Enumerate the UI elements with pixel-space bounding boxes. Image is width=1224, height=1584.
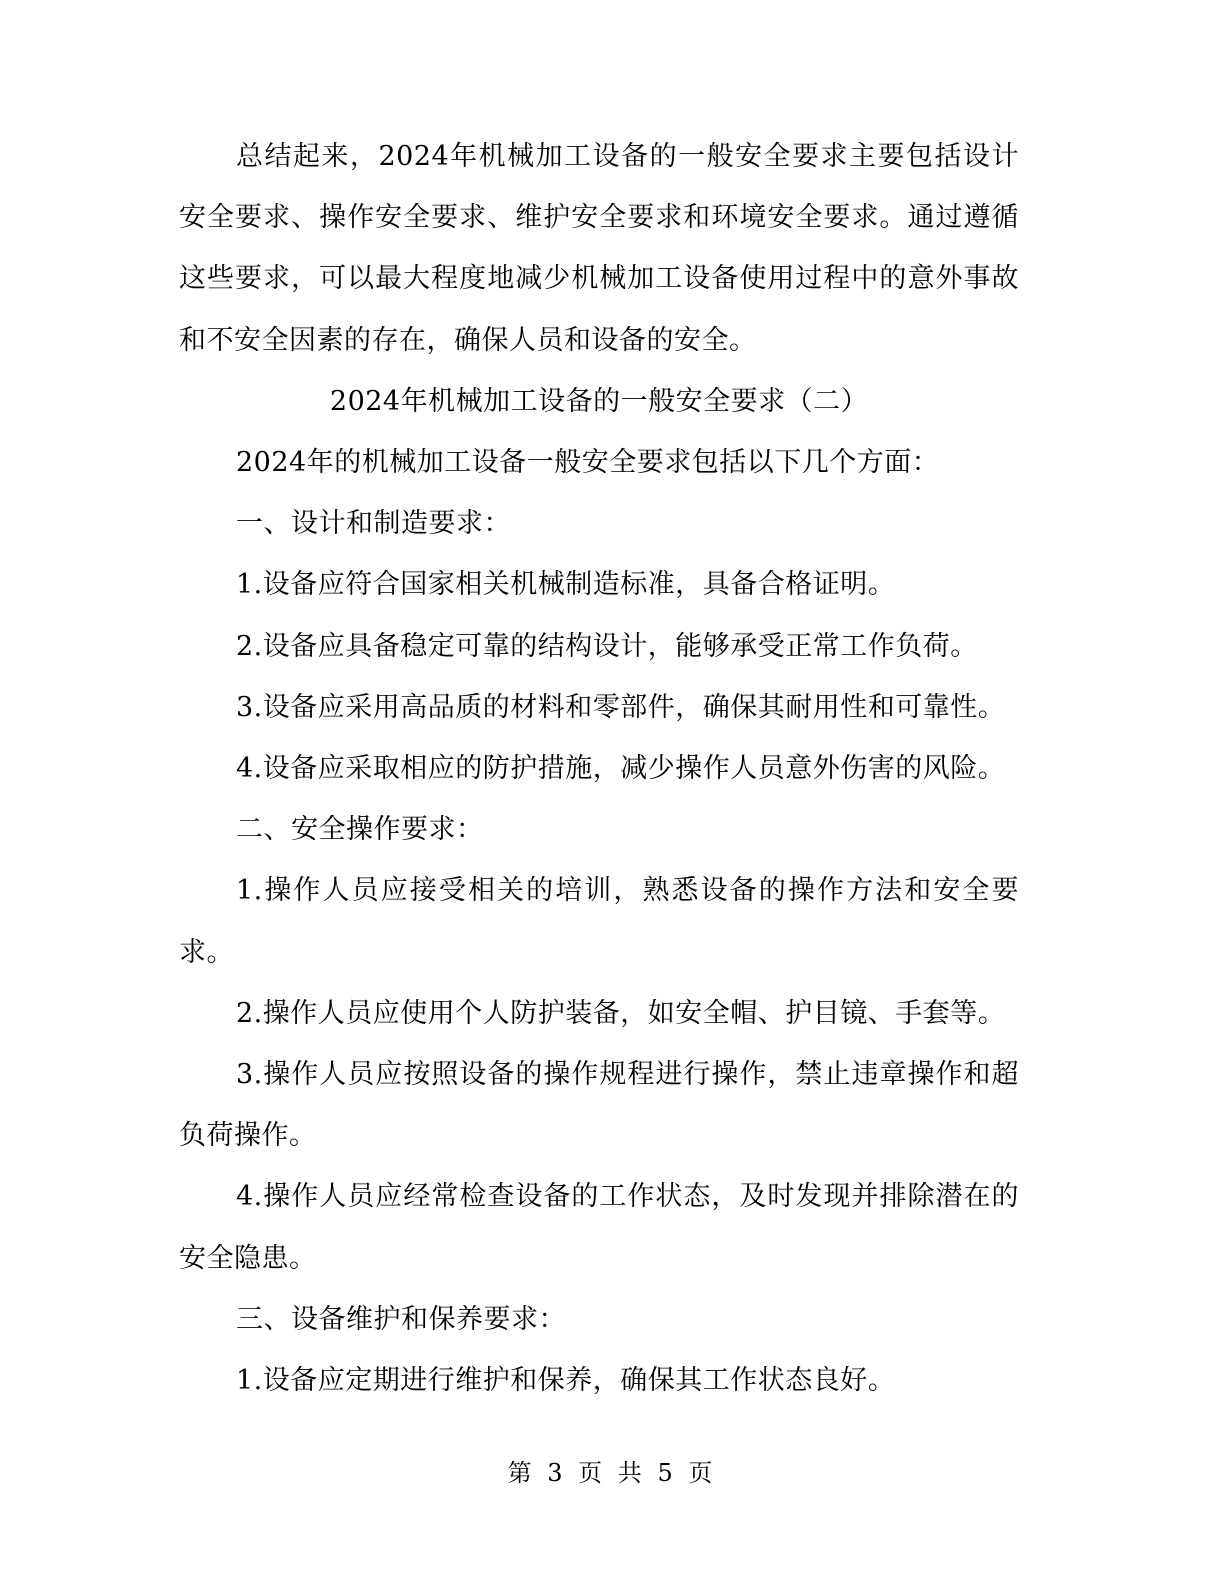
summary-paragraph: 总结起来，2024年机械加工设备的一般安全要求主要包括设计安全要求、操作安全要求、维护安全要求和环境安全要求。通过遵循这些要求，可以最大程度地减少机械加工设备使用过程中的意外事故和不安全因素的存在，确保人员和设备的安全。 xyxy=(179,141,1019,356)
list-item: 4.设备应采取相应的防护措施，减少操作人员意外伤害的风险。 xyxy=(236,753,1006,785)
part2-heading: 二、安全操作要求： xyxy=(236,814,484,846)
document-body xyxy=(179,126,1019,1411)
intro-paragraph: 2024年的机械加工设备一般安全要求包括以下几个方面： xyxy=(236,447,940,479)
list-item: 3.操作人员应按照设备的操作规程进行操作，禁止违章操作和超负荷操作。 xyxy=(179,1059,1019,1152)
list-item: 1.设备应定期进行维护和保养，确保其工作状态良好。 xyxy=(236,1365,896,1397)
page-number-footer: 第 3 页 共 5 页 xyxy=(507,1459,717,1487)
part1-heading: 一、设计和制造要求： xyxy=(236,508,511,540)
list-item: 2.操作人员应使用个人防护装备，如安全帽、护目镜、手套等。 xyxy=(236,997,1006,1029)
list-item: 3.设备应采用高品质的材料和零部件，确保其耐用性和可靠性。 xyxy=(236,691,1006,723)
list-item: 1.设备应符合国家相关机械制造标准，具备合格证明。 xyxy=(236,569,896,601)
part3-heading: 三、设备维护和保养要求： xyxy=(236,1303,566,1335)
list-item: 4.操作人员应经常检查设备的工作状态，及时发现并排除潜在的安全隐患。 xyxy=(179,1181,1019,1274)
list-item: 2.设备应具备稳定可靠的结构设计，能够承受正常工作负荷。 xyxy=(236,630,978,662)
section-title: 2024年机械加工设备的一般安全要求（二） xyxy=(329,385,869,417)
list-item: 1.操作人员应接受相关的培训，熟悉设备的操作方法和安全要求。 xyxy=(179,875,1019,968)
